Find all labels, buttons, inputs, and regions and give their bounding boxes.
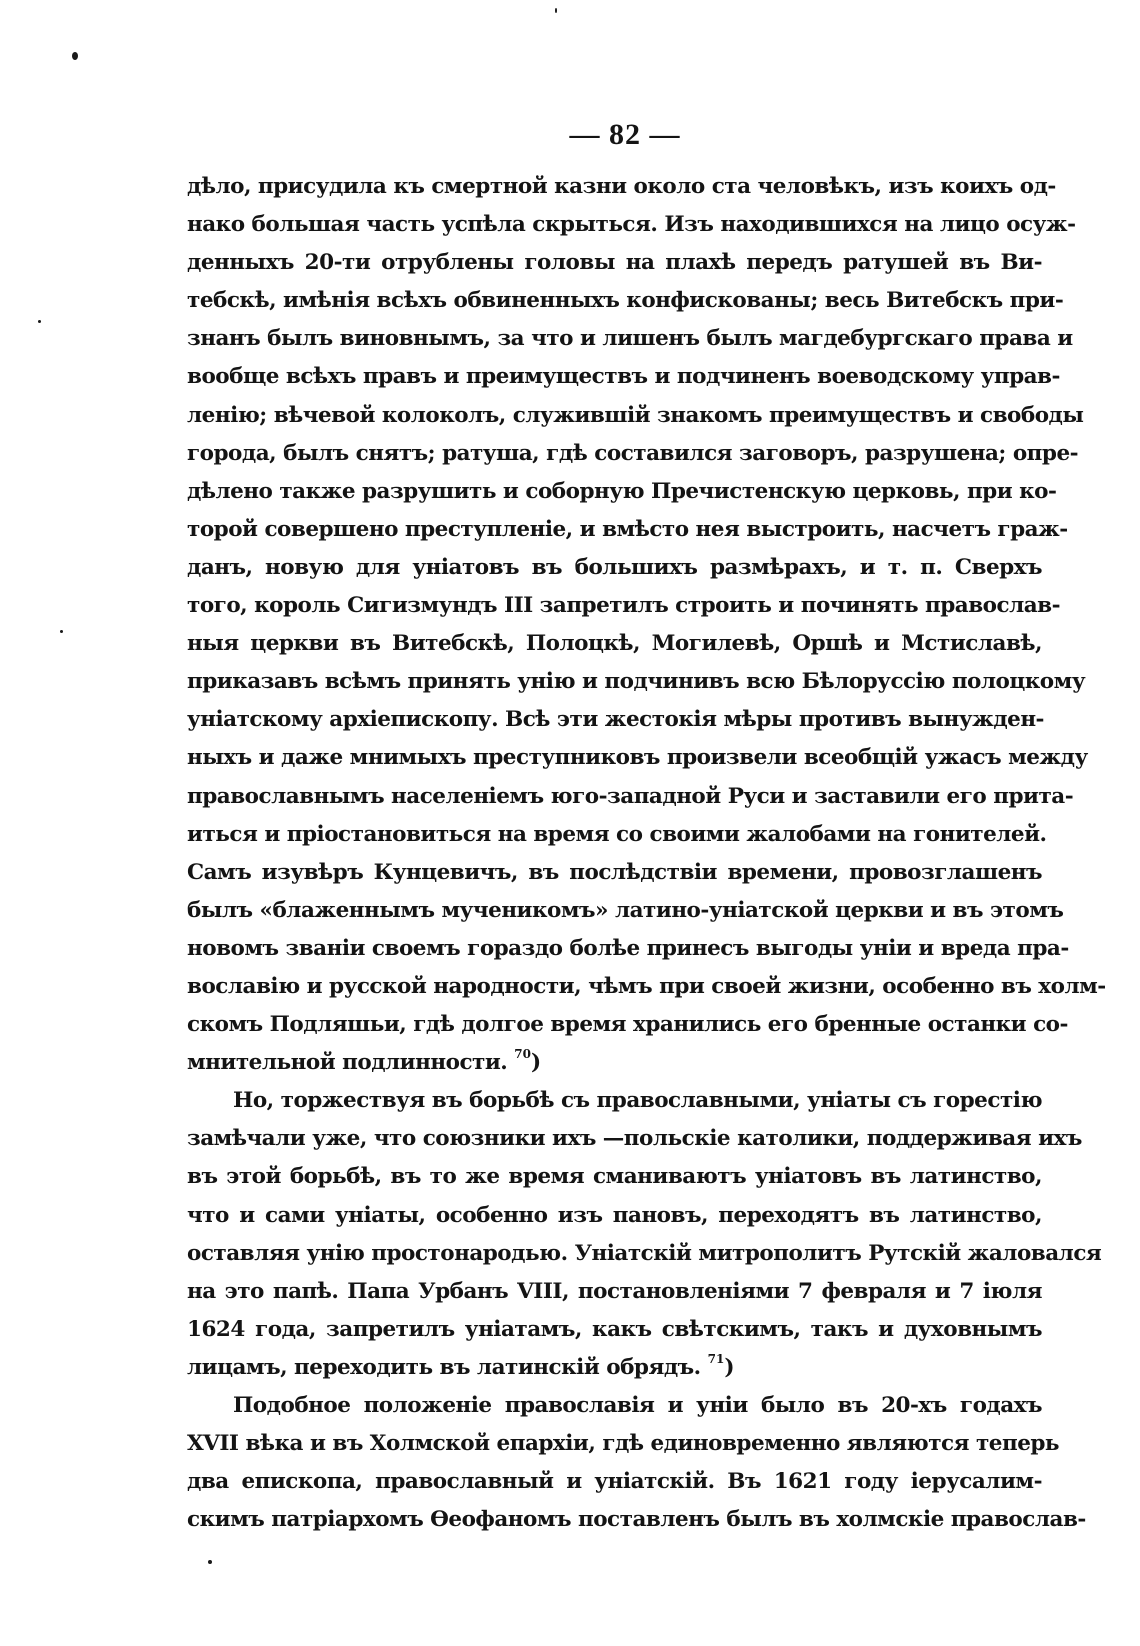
text-line: ныя церкви въ Витебскѣ, Полоцкѣ, Могилевѣ, Оршѣ и Мстиславѣ, xyxy=(187,631,1042,657)
footnote-marker: 71 xyxy=(707,1351,725,1366)
ink-speck xyxy=(38,320,41,323)
text-line: дѣло, присудила къ смертной казни около ста человѣкъ, изъ коихъ од- xyxy=(187,174,1056,199)
text-line: данъ, новую для уніатовъ въ большихъ размѣрахъ, и т. п. Сверхъ xyxy=(187,554,1042,580)
text-line: дѣлено также разрушить и соборную Пречистенскую церковь, при ко- xyxy=(187,478,1057,504)
text-line-content: лицамъ, переходить въ латинскій обрядъ. xyxy=(187,1354,701,1380)
text-line: ныхъ и даже мнимыхъ преступниковъ произвели всеобщій ужасъ между xyxy=(187,745,1088,771)
text-line: скомъ Подляшьи, гдѣ долгое время хранились его бренные останки со- xyxy=(187,1012,1068,1038)
paragraph xyxy=(187,1387,1086,1539)
paragraph xyxy=(187,1082,1102,1387)
ink-speck xyxy=(60,630,63,633)
text-line: былъ «блаженнымъ мученикомъ» латино-уніатской церкви и въ этомъ xyxy=(187,897,1064,923)
page-number: — 82 — xyxy=(569,118,681,151)
text-line: замѣчали уже, что союзники ихъ —польскіе католики, поддерживая ихъ xyxy=(187,1126,1082,1152)
text-line: торой совершено преступленіе, и вмѣсто нея выстроить, насчетъ граж- xyxy=(187,516,1068,542)
text-line: Самъ изувѣръ Кунцевичъ, въ послѣдствіи времени, провозглашенъ xyxy=(187,859,1042,885)
footnote-marker: 70 xyxy=(514,1047,531,1062)
text-line: приказавъ всѣмъ принять унію и подчинивъ всю Бѣлоруссію полоцкому xyxy=(187,669,1086,695)
text-line: нако большая часть успѣла скрыться. Изъ находившихся на лицо осуж- xyxy=(187,212,1076,238)
text-line: вообще всѣхъ правъ и преимуществъ и подчиненъ воеводскому управ- xyxy=(187,364,1060,390)
text-line: на это папѣ. Папа Урбанъ VIII, постановленіями 7 февраля и 7 іюля xyxy=(187,1278,1042,1304)
text-line: города, былъ снятъ; ратуша, гдѣ составился заговоръ, разрушена; опре- xyxy=(187,440,1079,466)
body-text xyxy=(187,168,1106,1539)
text-line: ленію; вѣчевой колоколъ, служившій знакомъ преимуществъ и свободы xyxy=(187,402,1084,428)
text-line: новомъ званіи своемъ гораздо болѣе принесъ выгоды уніи и вреда пра- xyxy=(187,935,1069,961)
text-line: Подобное положеніе православія и уніи было въ 20-хъ годахъ xyxy=(233,1393,1042,1418)
text-line: что и сами уніаты, особенно изъ пановъ, переходятъ въ латинство, xyxy=(187,1202,1042,1228)
text-line: 1624 года, запретилъ уніатамъ, какъ свѣтскимъ, такъ и духовнымъ xyxy=(187,1316,1042,1342)
text-line: вославію и русской народности, чѣмъ при своей жизни, особенно въ холм- xyxy=(187,973,1106,999)
text-line: тебскѣ, имѣнія всѣхъ обвиненныхъ конфискованы; весь Витебскъ при- xyxy=(187,288,1064,314)
text-line-content: мнительной подлинности. xyxy=(187,1050,508,1076)
paragraph xyxy=(187,168,1106,1082)
text-line: иться и пріостановиться на время со своими жалобами на гонителей. xyxy=(187,821,1047,847)
text-line: уніатскому архіепископу. Всѣ эти жестокія мѣры противъ вынужден- xyxy=(187,707,1044,733)
text-line xyxy=(187,1349,1042,1387)
text-line: два епископа, православный и уніатскій. Въ 1621 году іерусалим- xyxy=(187,1469,1042,1495)
text-line: православнымъ населеніемъ юго-западной Руси и заставили его прита- xyxy=(187,783,1074,809)
text-line: въ этой борьбѣ, въ то же время сманиваютъ уніатовъ въ латинство, xyxy=(187,1164,1042,1190)
text-line xyxy=(187,1044,1042,1082)
text-line: того, король Сигизмундъ III запретилъ строить и починять православ- xyxy=(187,593,1061,619)
ink-speck xyxy=(72,52,78,60)
text-line: знанъ былъ виновнымъ, за что и лишенъ былъ магдебургскаго права и xyxy=(187,326,1073,352)
text-line: денныхъ 20-ти отрублены головы на плахѣ передъ ратушей въ Ви- xyxy=(187,250,1042,276)
footnote-bracket: ) xyxy=(531,1050,541,1076)
text-line: скимъ патріархомъ Ѳеофаномъ поставленъ былъ въ холмскіе православ- xyxy=(187,1507,1086,1533)
text-line: XVII вѣка и въ Холмской епархіи, гдѣ единовременно являются теперь xyxy=(187,1431,1060,1457)
text-line: оставляя унію простонародью. Уніатскій митрополитъ Рутскій жаловался xyxy=(187,1240,1102,1266)
footnote-bracket: ) xyxy=(724,1354,735,1380)
ink-speck xyxy=(555,8,557,13)
ink-speck xyxy=(208,1560,212,1564)
text-line: Но, торжествуя въ борьбѣ съ православными, уніаты съ горестію xyxy=(233,1088,1042,1114)
